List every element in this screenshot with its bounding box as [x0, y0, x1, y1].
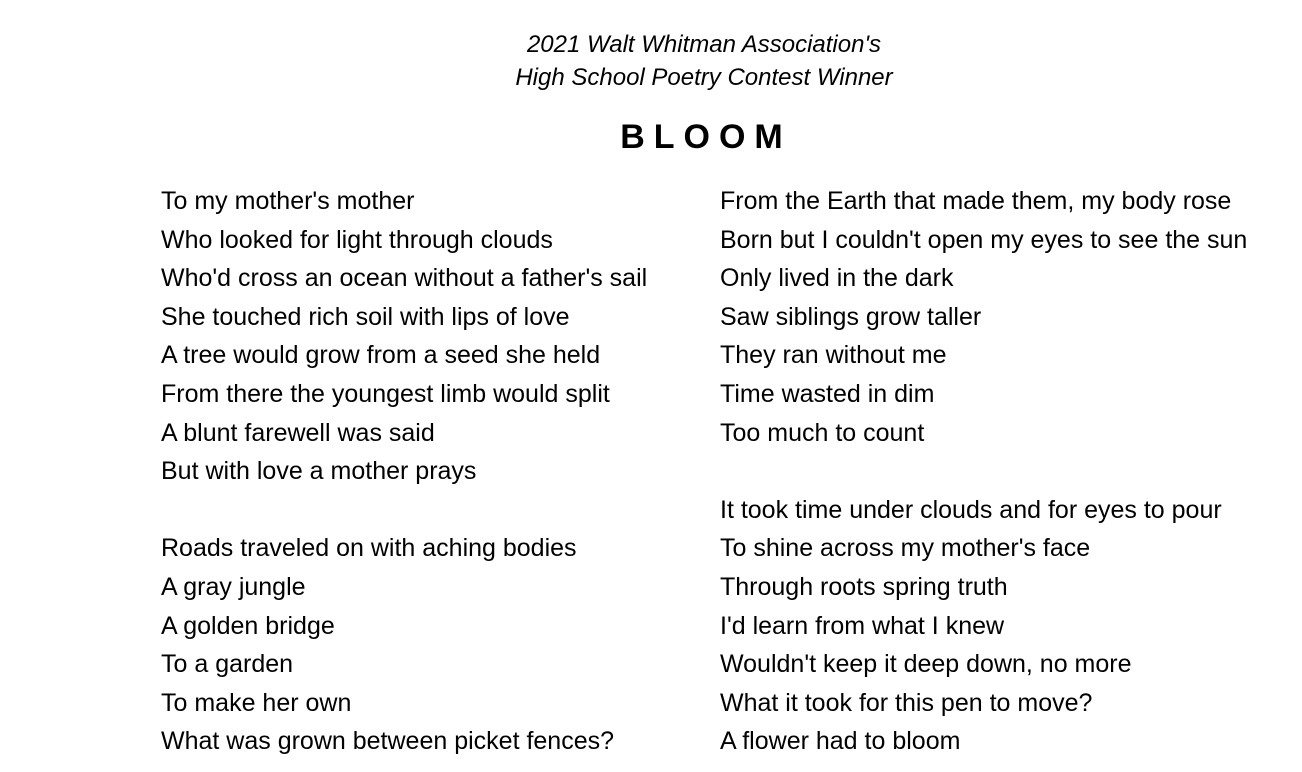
poem-line: What was grown between picket fences? [161, 727, 615, 756]
poem-line: It took time under clouds and for eyes to pour [720, 495, 1222, 524]
poem-line: But with love a mother prays [161, 457, 477, 486]
header-line-2: High School Poetry Contest Winner [515, 64, 893, 91]
poem-line: From the Earth that made them, my body rose [720, 187, 1232, 215]
poem-line: Who'd cross an ocean without a father's sail [161, 264, 648, 293]
poem-line: Wouldn't keep it deep down, no more [720, 650, 1132, 679]
header-line-1: 2021 Walt Whitman Association's [526, 31, 882, 58]
poem-left-column [161, 182, 647, 761]
poem-line: Through roots spring truth [720, 572, 1008, 601]
poem-line: What it took for this pen to move? [720, 688, 1093, 717]
poem-line: Who looked for light through clouds [161, 225, 553, 254]
poem-line: To shine across my mother's face [720, 534, 1091, 563]
poem-line: A flower had to bloom [720, 727, 961, 756]
poem-line: Roads traveled on with aching bodies [161, 534, 577, 563]
poem-right-column [720, 182, 1247, 761]
poem-line: From there the youngest limb would split [161, 379, 610, 408]
poem-line: Time wasted in dim [720, 379, 935, 408]
stanza-break [161, 491, 647, 530]
poem-line: To my mother's mother [161, 187, 415, 215]
poem-line: They ran without me [720, 341, 947, 370]
contest-header [0, 28, 1302, 94]
poem-line: To make her own [161, 688, 352, 717]
poem-line: Too much to count [720, 418, 925, 447]
poem-line: Born but I couldn't open my eyes to see the sun [720, 225, 1248, 254]
stanza-break [720, 452, 1247, 491]
poem-line: A blunt farewell was said [161, 418, 435, 447]
poem-line: A gray jungle [161, 572, 306, 601]
poem-line: A golden bridge [161, 611, 335, 640]
poem-title: BLOOM [620, 118, 792, 156]
poem-line: A tree would grow from a seed she held [161, 341, 601, 370]
poem-line: I'd learn from what I knew [720, 611, 1005, 640]
poem-line: She touched rich soil with lips of love [161, 302, 570, 331]
poem-line: Saw siblings grow taller [720, 302, 982, 331]
poem-line: Only lived in the dark [720, 264, 954, 293]
poem-line: To a garden [161, 650, 294, 679]
